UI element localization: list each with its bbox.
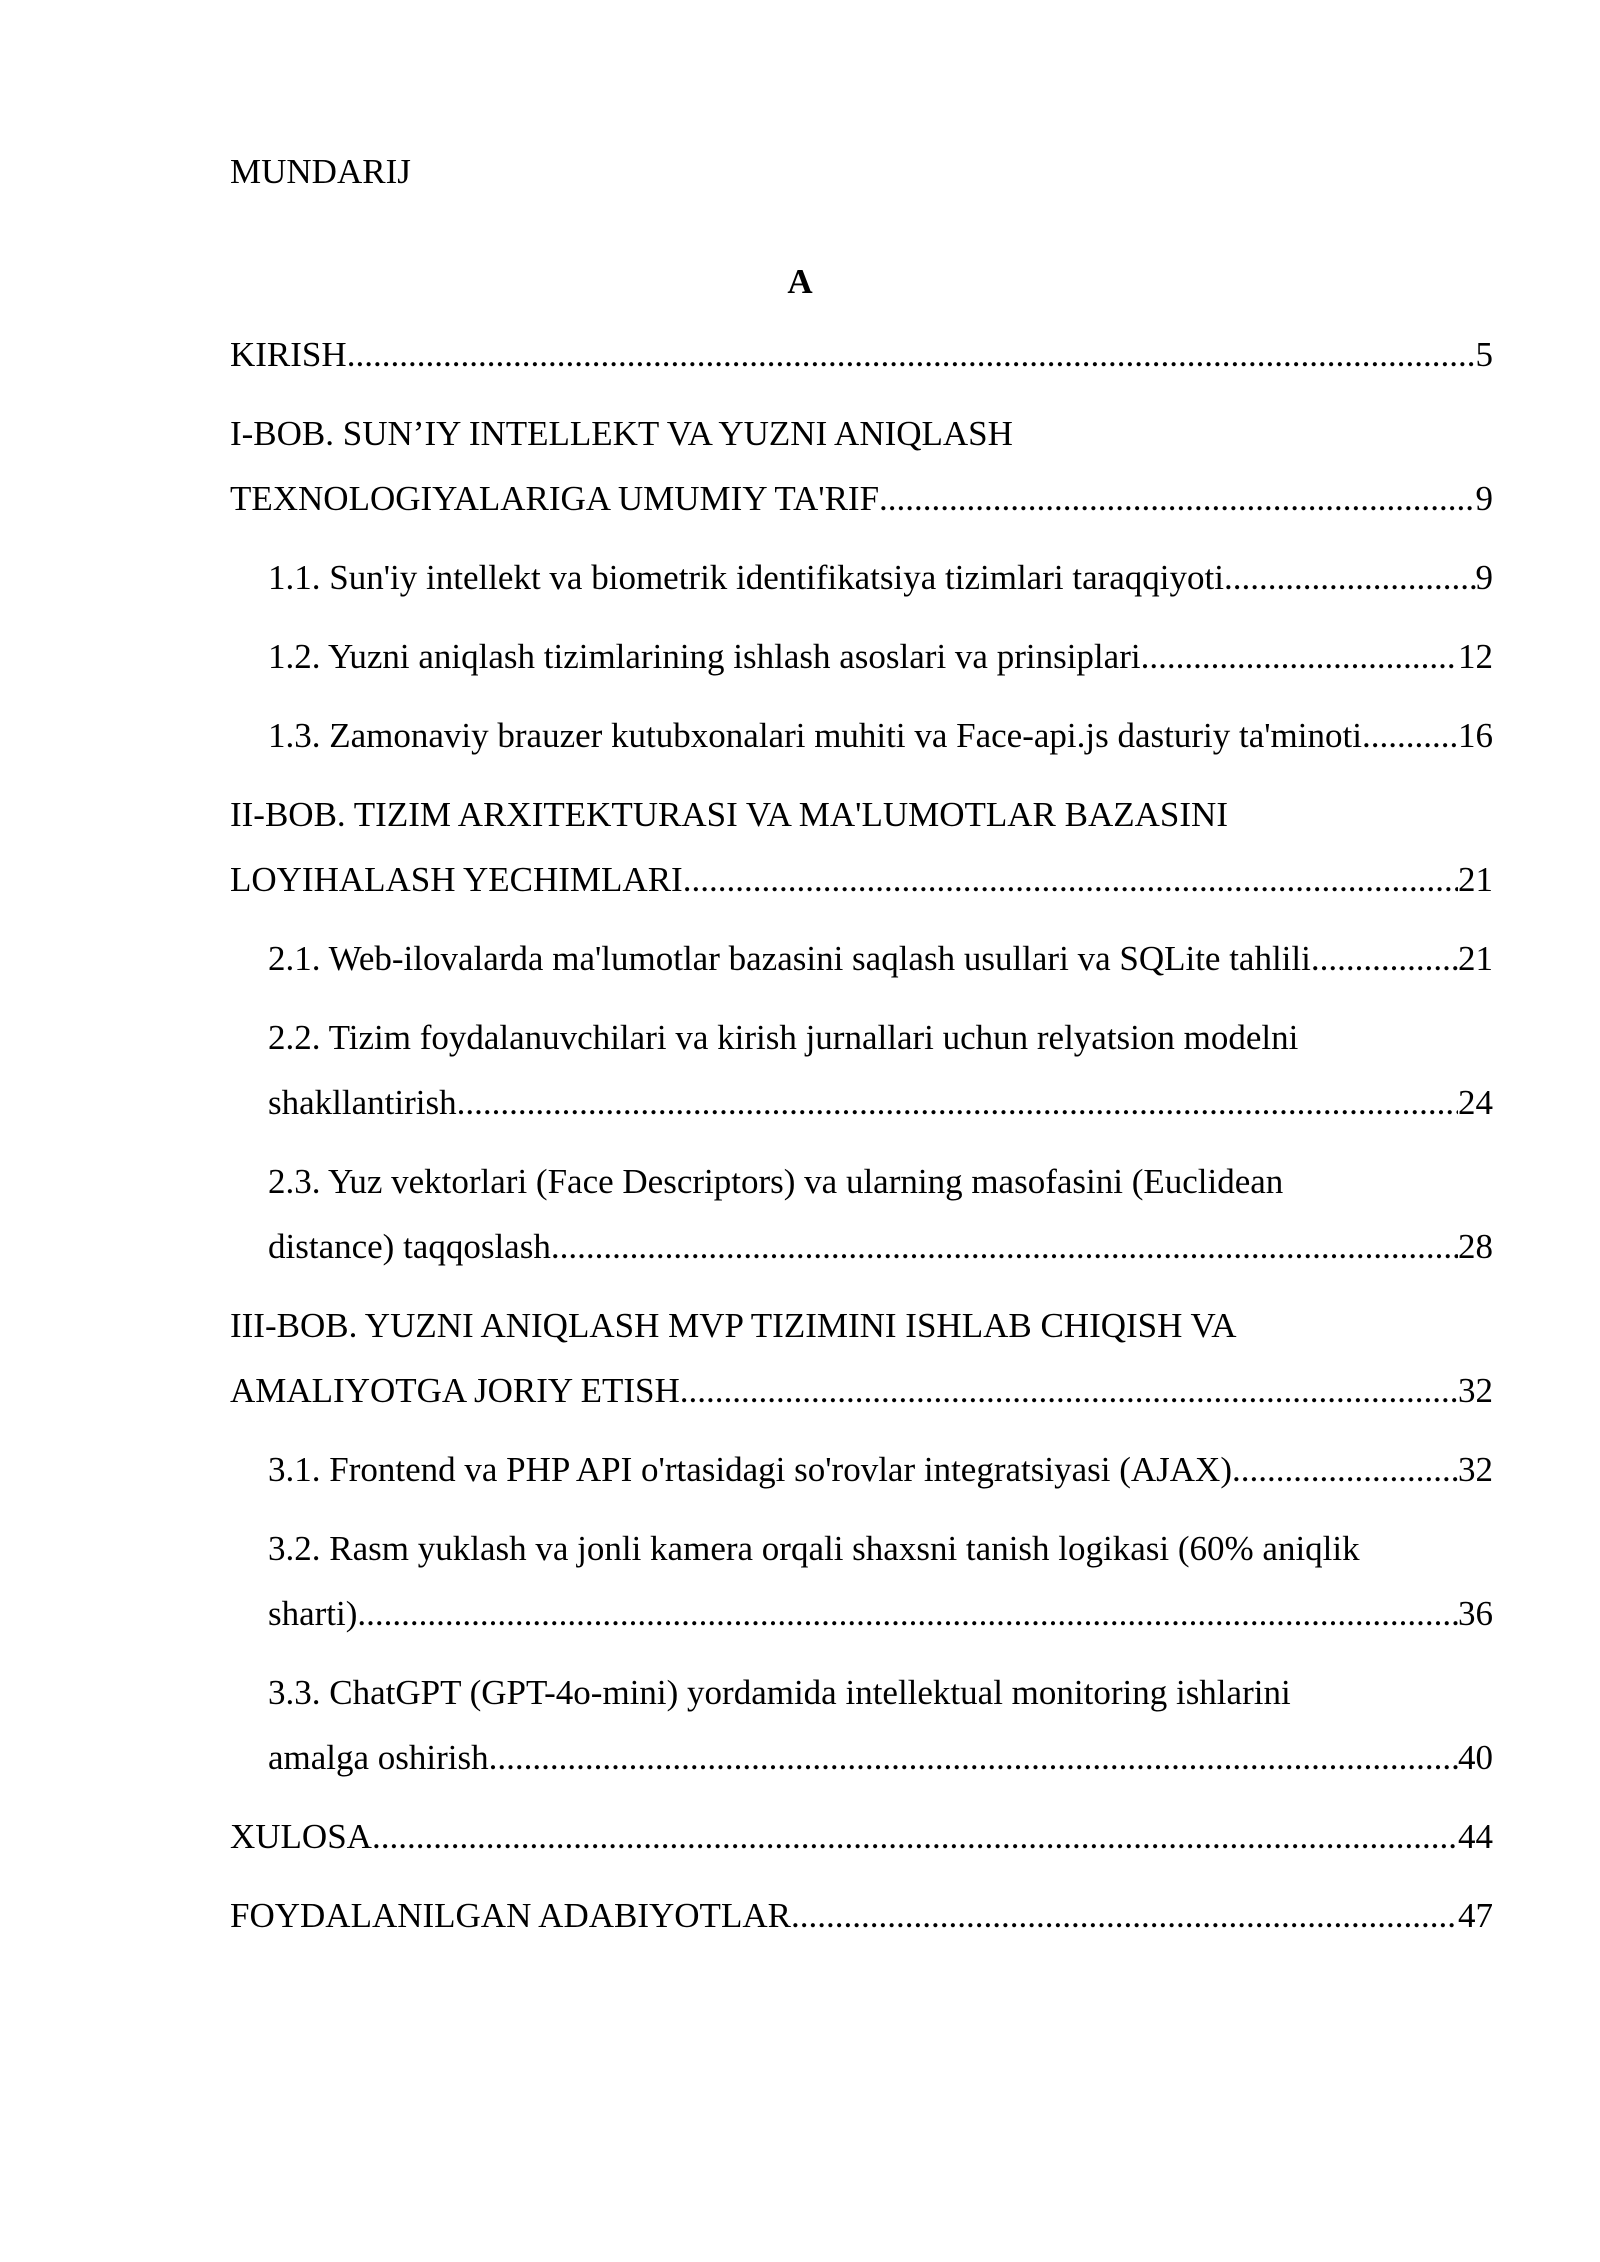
toc-entry (230, 1005, 1493, 1135)
toc-page-number: 21 (1458, 860, 1493, 899)
toc-entry-line (268, 1581, 1493, 1646)
toc-entry (230, 1437, 1493, 1502)
toc-dot-leader (1311, 926, 1458, 991)
toc-page-number: 44 (1458, 1817, 1493, 1856)
toc-page-number: 16 (1458, 716, 1493, 755)
toc-entry (230, 1804, 1493, 1869)
toc-entry-line (230, 1883, 1493, 1948)
toc-entry-line (268, 624, 1493, 689)
toc-dot-leader (1141, 624, 1458, 689)
toc-entry-title-line: II-BOB. TIZIM ARXITEKTURASI VA MA'LUMOTLAR BAZASINI (230, 795, 1228, 834)
toc-entry-line (268, 545, 1493, 610)
toc-entry-line (230, 1804, 1493, 1869)
toc-entry-title-line: 3.2. Rasm yuklash va jonli kamera orqali shaxsni tanish logikasi (60% aniqlik (268, 1529, 1360, 1568)
toc-entry-line (268, 1725, 1493, 1790)
toc-dot-leader (1232, 1437, 1458, 1502)
toc-page-number: 21 (1458, 939, 1493, 978)
toc-page-number: 5 (1475, 335, 1493, 374)
toc-entry-title: 2.1. Web-ilovalarda ma'lumotlar bazasini saqlash usullari va SQLite tahlili (268, 939, 1311, 978)
toc-entry (230, 1660, 1493, 1790)
toc-entry-title-line: III-BOB. YUZNI ANIQLASH MVP TIZIMINI ISHLAB CHIQISH VA (230, 1306, 1237, 1345)
toc-page-number: 12 (1458, 637, 1493, 676)
toc-entry-title-line: 2.2. Tizim foydalanuvchilari va kirish jurnallari uchun relyatsion modelni (268, 1018, 1299, 1057)
toc-entry-title-line: 2.3. Yuz vektorlari (Face Descriptors) va ularning masofasini (Euclidean (268, 1162, 1284, 1201)
toc-dot-leader (347, 322, 1476, 387)
toc-entry-title: XULOSA (230, 1817, 372, 1856)
toc-entry-line (268, 1437, 1493, 1502)
toc-dot-leader (680, 1358, 1458, 1423)
toc-entry-title: KIRISH (230, 335, 347, 374)
toc-entry (230, 703, 1493, 768)
toc-dot-leader (489, 1725, 1458, 1790)
toc-entry (230, 545, 1493, 610)
toc-page-number: 36 (1458, 1594, 1493, 1633)
toc-dot-leader (879, 466, 1475, 531)
toc-entry-line (230, 1358, 1493, 1423)
toc-dot-leader (791, 1883, 1458, 1948)
toc-entry-title: shakllantirish (268, 1083, 457, 1122)
table-of-contents (230, 322, 1493, 1962)
toc-entry-line (268, 703, 1493, 768)
toc-entry (230, 401, 1493, 531)
toc-entry-title: 1.3. Zamonaviy brauzer kutubxonalari muhiti va Face-api.js dasturiy ta'minoti (268, 716, 1362, 755)
toc-page-number: 28 (1458, 1227, 1493, 1266)
toc-entry-line (268, 1214, 1493, 1279)
toc-entry-line (230, 322, 1493, 387)
toc-entry (230, 1149, 1493, 1279)
toc-heading: MUNDARIJ (230, 152, 411, 191)
toc-page-number: 9 (1475, 479, 1493, 518)
toc-entry (230, 322, 1493, 387)
toc-entry-line (230, 466, 1493, 531)
toc-entry-title: sharti) (268, 1594, 358, 1633)
toc-entry (230, 1516, 1493, 1646)
toc-entry-title-line: 3.3. ChatGPT (GPT-4o-mini) yordamida intellektual monitoring ishlarini (268, 1673, 1291, 1712)
toc-entry-title: distance) taqqoslash (268, 1227, 551, 1266)
toc-entry-line (230, 847, 1493, 912)
toc-entry-title: 1.1. Sun'iy intellekt va biometrik identifikatsiya tizimlari taraqqiyoti (268, 558, 1224, 597)
toc-entry-title: LOYIHALASH YECHIMLARI (230, 860, 683, 899)
toc-dot-leader (357, 1581, 1458, 1646)
toc-dot-leader (551, 1214, 1458, 1279)
toc-page-number: 47 (1458, 1896, 1493, 1935)
toc-entry-title-line: I-BOB. SUN’IY INTELLEKT VA YUZNI ANIQLASH (230, 414, 1013, 453)
toc-dot-leader (372, 1804, 1458, 1869)
toc-entry-title: 3.1. Frontend va PHP API o'rtasidagi so'rovlar integratsiyasi (AJAX) (268, 1450, 1232, 1489)
toc-heading-continued: A (787, 262, 813, 301)
toc-entry (230, 1293, 1493, 1423)
toc-entry-line (268, 1070, 1493, 1135)
toc-dot-leader (683, 847, 1458, 912)
toc-page-number: 9 (1475, 558, 1493, 597)
toc-dot-leader (1362, 703, 1458, 768)
toc-entry (230, 926, 1493, 991)
toc-entry-title: amalga oshirish (268, 1738, 489, 1777)
toc-entry (230, 782, 1493, 912)
toc-entry-title: FOYDALANILGAN ADABIYOTLAR (230, 1896, 791, 1935)
toc-page-number: 32 (1458, 1371, 1493, 1410)
toc-dot-leader (457, 1070, 1458, 1135)
toc-page-number: 24 (1458, 1083, 1493, 1122)
toc-entry-line (268, 926, 1493, 991)
toc-entry-title: 1.2. Yuzni aniqlash tizimlarining ishlash asoslari va prinsiplari (268, 637, 1141, 676)
toc-entry (230, 1883, 1493, 1948)
toc-entry (230, 624, 1493, 689)
toc-page-number: 40 (1458, 1738, 1493, 1777)
toc-entry-title: TEXNOLOGIYALARIGA UMUMIY TA'RIF (230, 479, 880, 518)
toc-entry-title: AMALIYOTGA JORIY ETISH (230, 1371, 680, 1410)
toc-page-number: 32 (1458, 1450, 1493, 1489)
toc-dot-leader (1224, 545, 1476, 610)
